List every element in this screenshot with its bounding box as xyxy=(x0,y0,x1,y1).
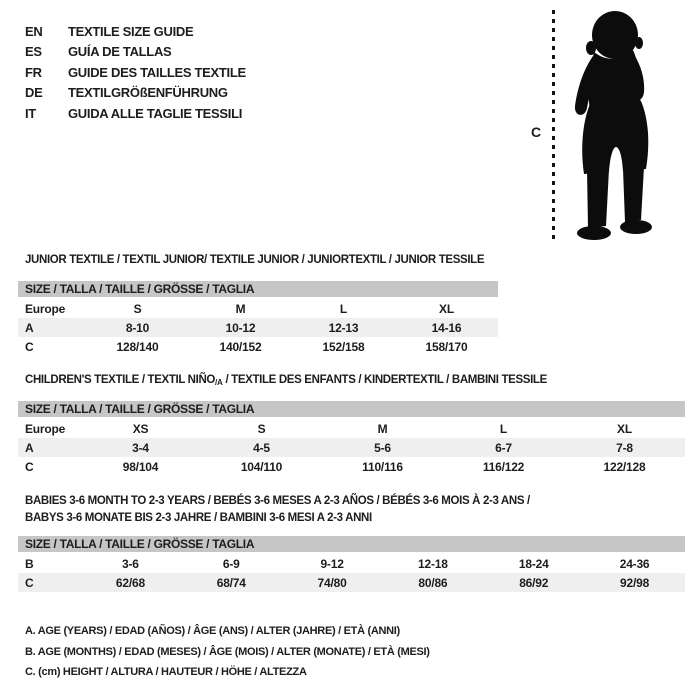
value-cell: 98/104 xyxy=(122,459,159,474)
language-row-de xyxy=(25,83,246,104)
table-row-height xyxy=(18,337,498,356)
value-cell: 6-9 xyxy=(222,556,240,571)
language-code: FR xyxy=(25,64,42,80)
footnote-b: B. AGE (MONTHS) / EDAD (MESES) / ÂGE (MOIS) / ALTER (MONATE) / ETÀ (MESI) xyxy=(25,645,430,658)
size-cell: XS xyxy=(132,421,149,436)
height-measure-label: C xyxy=(531,124,542,140)
language-code: DE xyxy=(25,85,43,101)
children-title-main: CHILDREN'S TEXTILE / TEXTIL NIÑO xyxy=(25,374,216,386)
language-label: GUÍA DE TALLAS xyxy=(68,44,172,60)
row-label: C xyxy=(25,339,34,354)
table-row-age xyxy=(18,318,498,337)
language-code: EN xyxy=(25,23,43,39)
footnote-c: C. (cm) HEIGHT / ALTURA / HAUTEUR / HÖHE / ALTEZZA xyxy=(25,666,307,678)
language-row-it xyxy=(25,103,246,124)
value-cell: 8-10 xyxy=(125,320,150,335)
value-cell: 74/80 xyxy=(317,575,347,590)
value-cell: 12-13 xyxy=(328,320,359,335)
value-cell: 4-5 xyxy=(253,440,270,455)
value-cell: 140/152 xyxy=(219,339,262,354)
language-code: ES xyxy=(25,44,42,60)
babies-size-table xyxy=(18,536,685,592)
children-section-title xyxy=(25,374,547,387)
footnote-a: A. AGE (YEARS) / EDAD (AÑOS) / ÂGE (ANS) / ALTER (JAHRE) / ETÀ (ANNI) xyxy=(25,625,400,637)
value-cell: 104/110 xyxy=(240,459,283,474)
language-code: IT xyxy=(25,105,36,121)
value-cell: 122/128 xyxy=(603,459,646,474)
size-cell: S xyxy=(133,301,142,316)
value-cell: 110/116 xyxy=(362,459,403,474)
children-title-rest: / TEXTILE DES ENFANTS / KINDERTEXTIL / BAMBINI TESSILE xyxy=(222,374,547,386)
footnotes xyxy=(25,621,430,683)
row-label: Europe xyxy=(25,421,66,436)
size-header-bar: SIZE / TALLA / TAILLE / GRÖSSE / TAGLIA xyxy=(18,401,685,417)
babies-section-title xyxy=(25,493,530,527)
value-cell: 9-12 xyxy=(320,556,344,571)
value-cell: 6-7 xyxy=(495,440,512,455)
size-cell: M xyxy=(377,421,388,436)
value-cell: 7-8 xyxy=(616,440,633,455)
table-row-age-months xyxy=(18,554,685,573)
language-list xyxy=(25,21,246,124)
value-cell: 18-24 xyxy=(518,556,549,571)
value-cell: 14-16 xyxy=(431,320,462,335)
value-cell: 68/74 xyxy=(216,575,246,590)
table-row-age xyxy=(18,438,685,457)
value-cell: 12-18 xyxy=(418,556,448,571)
size-cell: M xyxy=(235,301,246,316)
table-row-europe xyxy=(18,299,498,318)
row-label: A xyxy=(25,320,34,335)
language-label: TEXTILGRÖßENFÜHRUNG xyxy=(68,85,228,101)
value-cell: 80/86 xyxy=(418,575,448,590)
junior-size-table xyxy=(18,281,498,356)
value-cell: 62/68 xyxy=(115,575,145,590)
language-row-es xyxy=(25,42,246,63)
row-label: C xyxy=(25,575,34,590)
table-row-height xyxy=(18,573,685,592)
row-label: C xyxy=(25,459,34,474)
value-cell: 24-36 xyxy=(619,556,650,571)
row-label: A xyxy=(25,440,34,455)
value-cell: 3-6 xyxy=(122,556,139,571)
children-size-table xyxy=(18,401,685,476)
value-cell: 3-4 xyxy=(132,440,149,455)
language-label: TEXTILE SIZE GUIDE xyxy=(68,23,194,39)
row-label: Europe xyxy=(25,301,66,316)
junior-section-title: JUNIOR TEXTILE / TEXTIL JUNIOR/ TEXTILE JUNIOR / JUNIORTEXTIL / JUNIOR TESSILE xyxy=(25,254,485,266)
value-cell: 10-12 xyxy=(225,320,256,335)
row-label: B xyxy=(25,556,34,571)
value-cell: 5-6 xyxy=(374,440,391,455)
language-label: GUIDA ALLE TAGLIE TESSILI xyxy=(68,105,243,121)
size-header-bar: SIZE / TALLA / TAILLE / GRÖSSE / TAGLIA xyxy=(18,536,685,552)
value-cell: 128/140 xyxy=(116,339,159,354)
height-measure-line xyxy=(552,10,555,243)
size-cell: L xyxy=(339,301,348,316)
size-header-bar: SIZE / TALLA / TAILLE / GRÖSSE / TAGLIA xyxy=(18,281,498,297)
size-cell: L xyxy=(499,421,508,436)
size-cell: XL xyxy=(439,301,454,316)
language-row-en xyxy=(25,21,246,42)
babies-title-line2: BABYS 3-6 MONATE BIS 2-3 JAHRE / BAMBINI 3-6 MESI A 2-3 ANNI xyxy=(25,512,372,524)
value-cell: 152/158 xyxy=(322,339,365,354)
table-row-height xyxy=(18,457,685,476)
value-cell: 92/98 xyxy=(620,575,650,590)
baby-silhouette-icon xyxy=(560,8,668,248)
value-cell: 158/170 xyxy=(425,339,468,354)
language-row-fr xyxy=(25,62,246,83)
children-title-subscript: /A xyxy=(215,378,223,387)
language-label: GUIDE DES TAILLES TEXTILE xyxy=(68,64,246,80)
value-cell: 86/92 xyxy=(519,575,549,590)
babies-title-line1: BABIES 3-6 MONTH TO 2-3 YEARS / BEBÉS 3-6 MESES A 2-3 AÑOS / BÉBÉS 3-6 MOIS À 2-3 ANS / xyxy=(25,495,530,507)
table-row-europe xyxy=(18,419,685,438)
size-cell: S xyxy=(257,421,266,436)
size-cell: XL xyxy=(617,421,632,436)
value-cell: 116/122 xyxy=(482,459,525,474)
